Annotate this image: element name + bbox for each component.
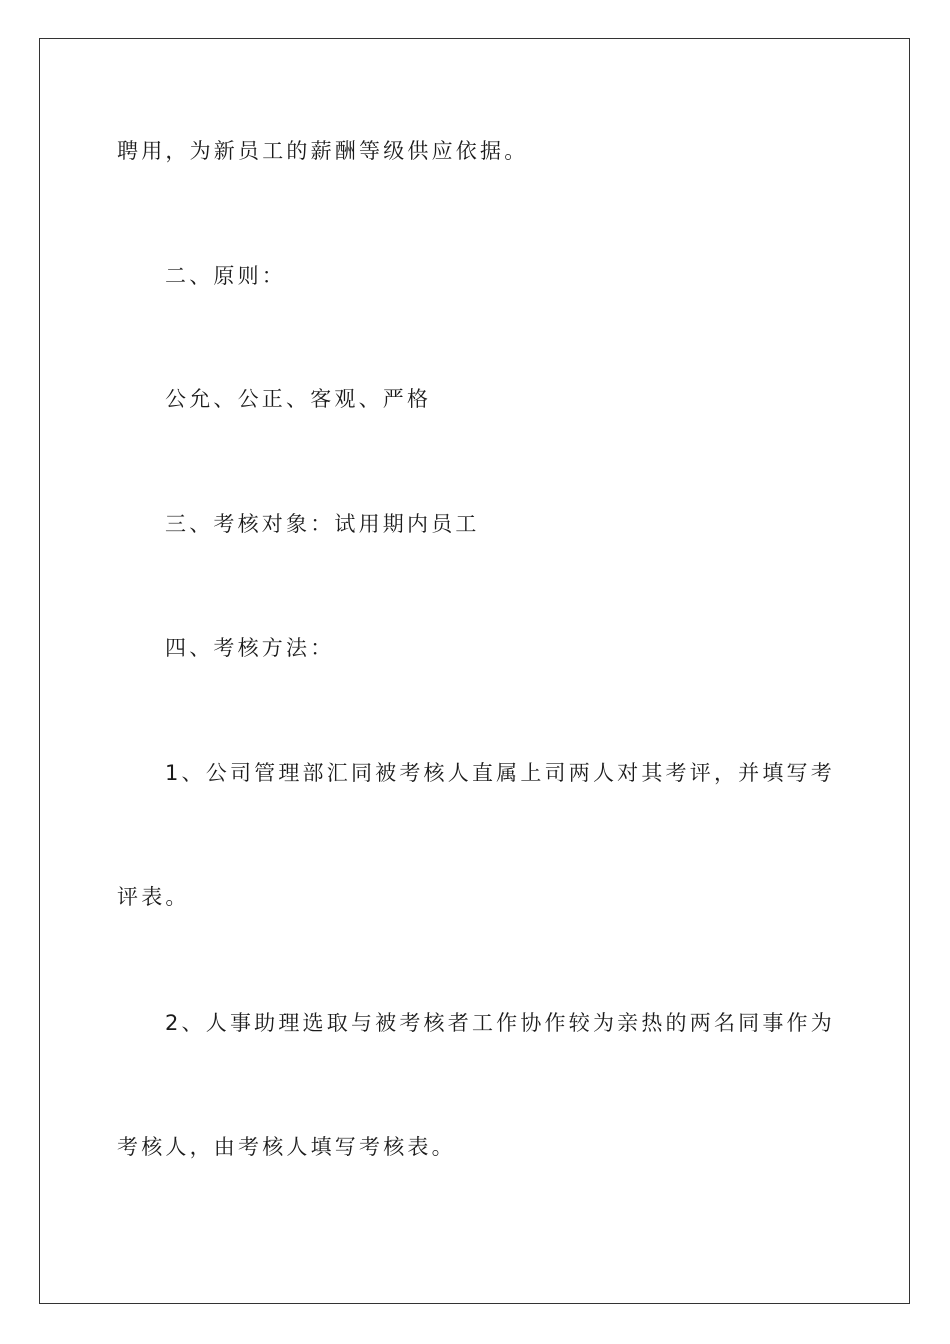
method-item-2-line-1: 2、人事助理选取与被考核者工作协作较为亲热的两名同事作为 — [165, 1011, 835, 1035]
principles-text: 公允、公正、客观、严格 — [165, 387, 432, 411]
page-border — [39, 38, 910, 1304]
method-item-1-line-2: 评表。 — [117, 885, 190, 909]
method-item-1-line-1: 1、公司管理部汇同被考核人直属上司两人对其考评，并填写考 — [165, 761, 835, 785]
section-heading-principles: 二、原则： — [165, 264, 286, 288]
paragraph-line-continuation: 聘用，为新员工的薪酬等级供应依据。 — [117, 139, 529, 163]
method-item-2-line-2: 考核人，由考核人填写考核表。 — [117, 1135, 456, 1159]
section-heading-assessment-target: 三、考核对象：试用期内员工 — [165, 512, 480, 536]
section-heading-assessment-method: 四、考核方法： — [165, 636, 335, 660]
